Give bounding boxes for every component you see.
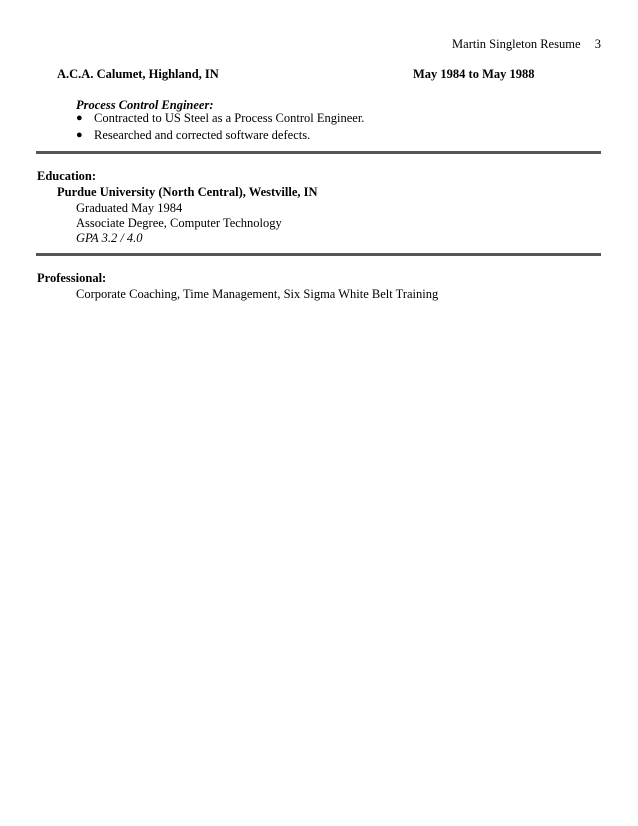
professional-training: Corporate Coaching, Time Management, Six Sigma White Belt Training bbox=[76, 287, 439, 301]
school-name: Purdue University (North Central), Westville, IN bbox=[57, 185, 318, 199]
bullet-text: Researched and corrected software defects. bbox=[94, 128, 311, 142]
education-heading: Education: bbox=[37, 169, 97, 183]
degree: Associate Degree, Computer Technology bbox=[76, 216, 282, 230]
employment-dates: May 1984 to May 1988 bbox=[413, 67, 535, 81]
responsibility-list bbox=[76, 110, 364, 144]
page-number: 3 bbox=[594, 37, 601, 51]
section-divider bbox=[36, 151, 601, 154]
list-item bbox=[76, 127, 364, 144]
employer-line: A.C.A. Calumet, Highland, IN bbox=[57, 67, 219, 81]
professional-heading: Professional: bbox=[37, 271, 107, 285]
list-item bbox=[76, 110, 364, 127]
bullet-icon: ● bbox=[76, 112, 83, 124]
section-divider bbox=[36, 253, 601, 256]
running-title: Martin Singleton Resume bbox=[452, 37, 581, 51]
position-title: Process Control Engineer: bbox=[76, 98, 214, 112]
bullet-icon: ● bbox=[76, 129, 83, 141]
running-header bbox=[452, 36, 601, 52]
bullet-text: Contracted to US Steel as a Process Control Engineer. bbox=[94, 111, 365, 125]
gpa: GPA 3.2 / 4.0 bbox=[76, 231, 143, 245]
graduation-date: Graduated May 1984 bbox=[76, 201, 183, 215]
